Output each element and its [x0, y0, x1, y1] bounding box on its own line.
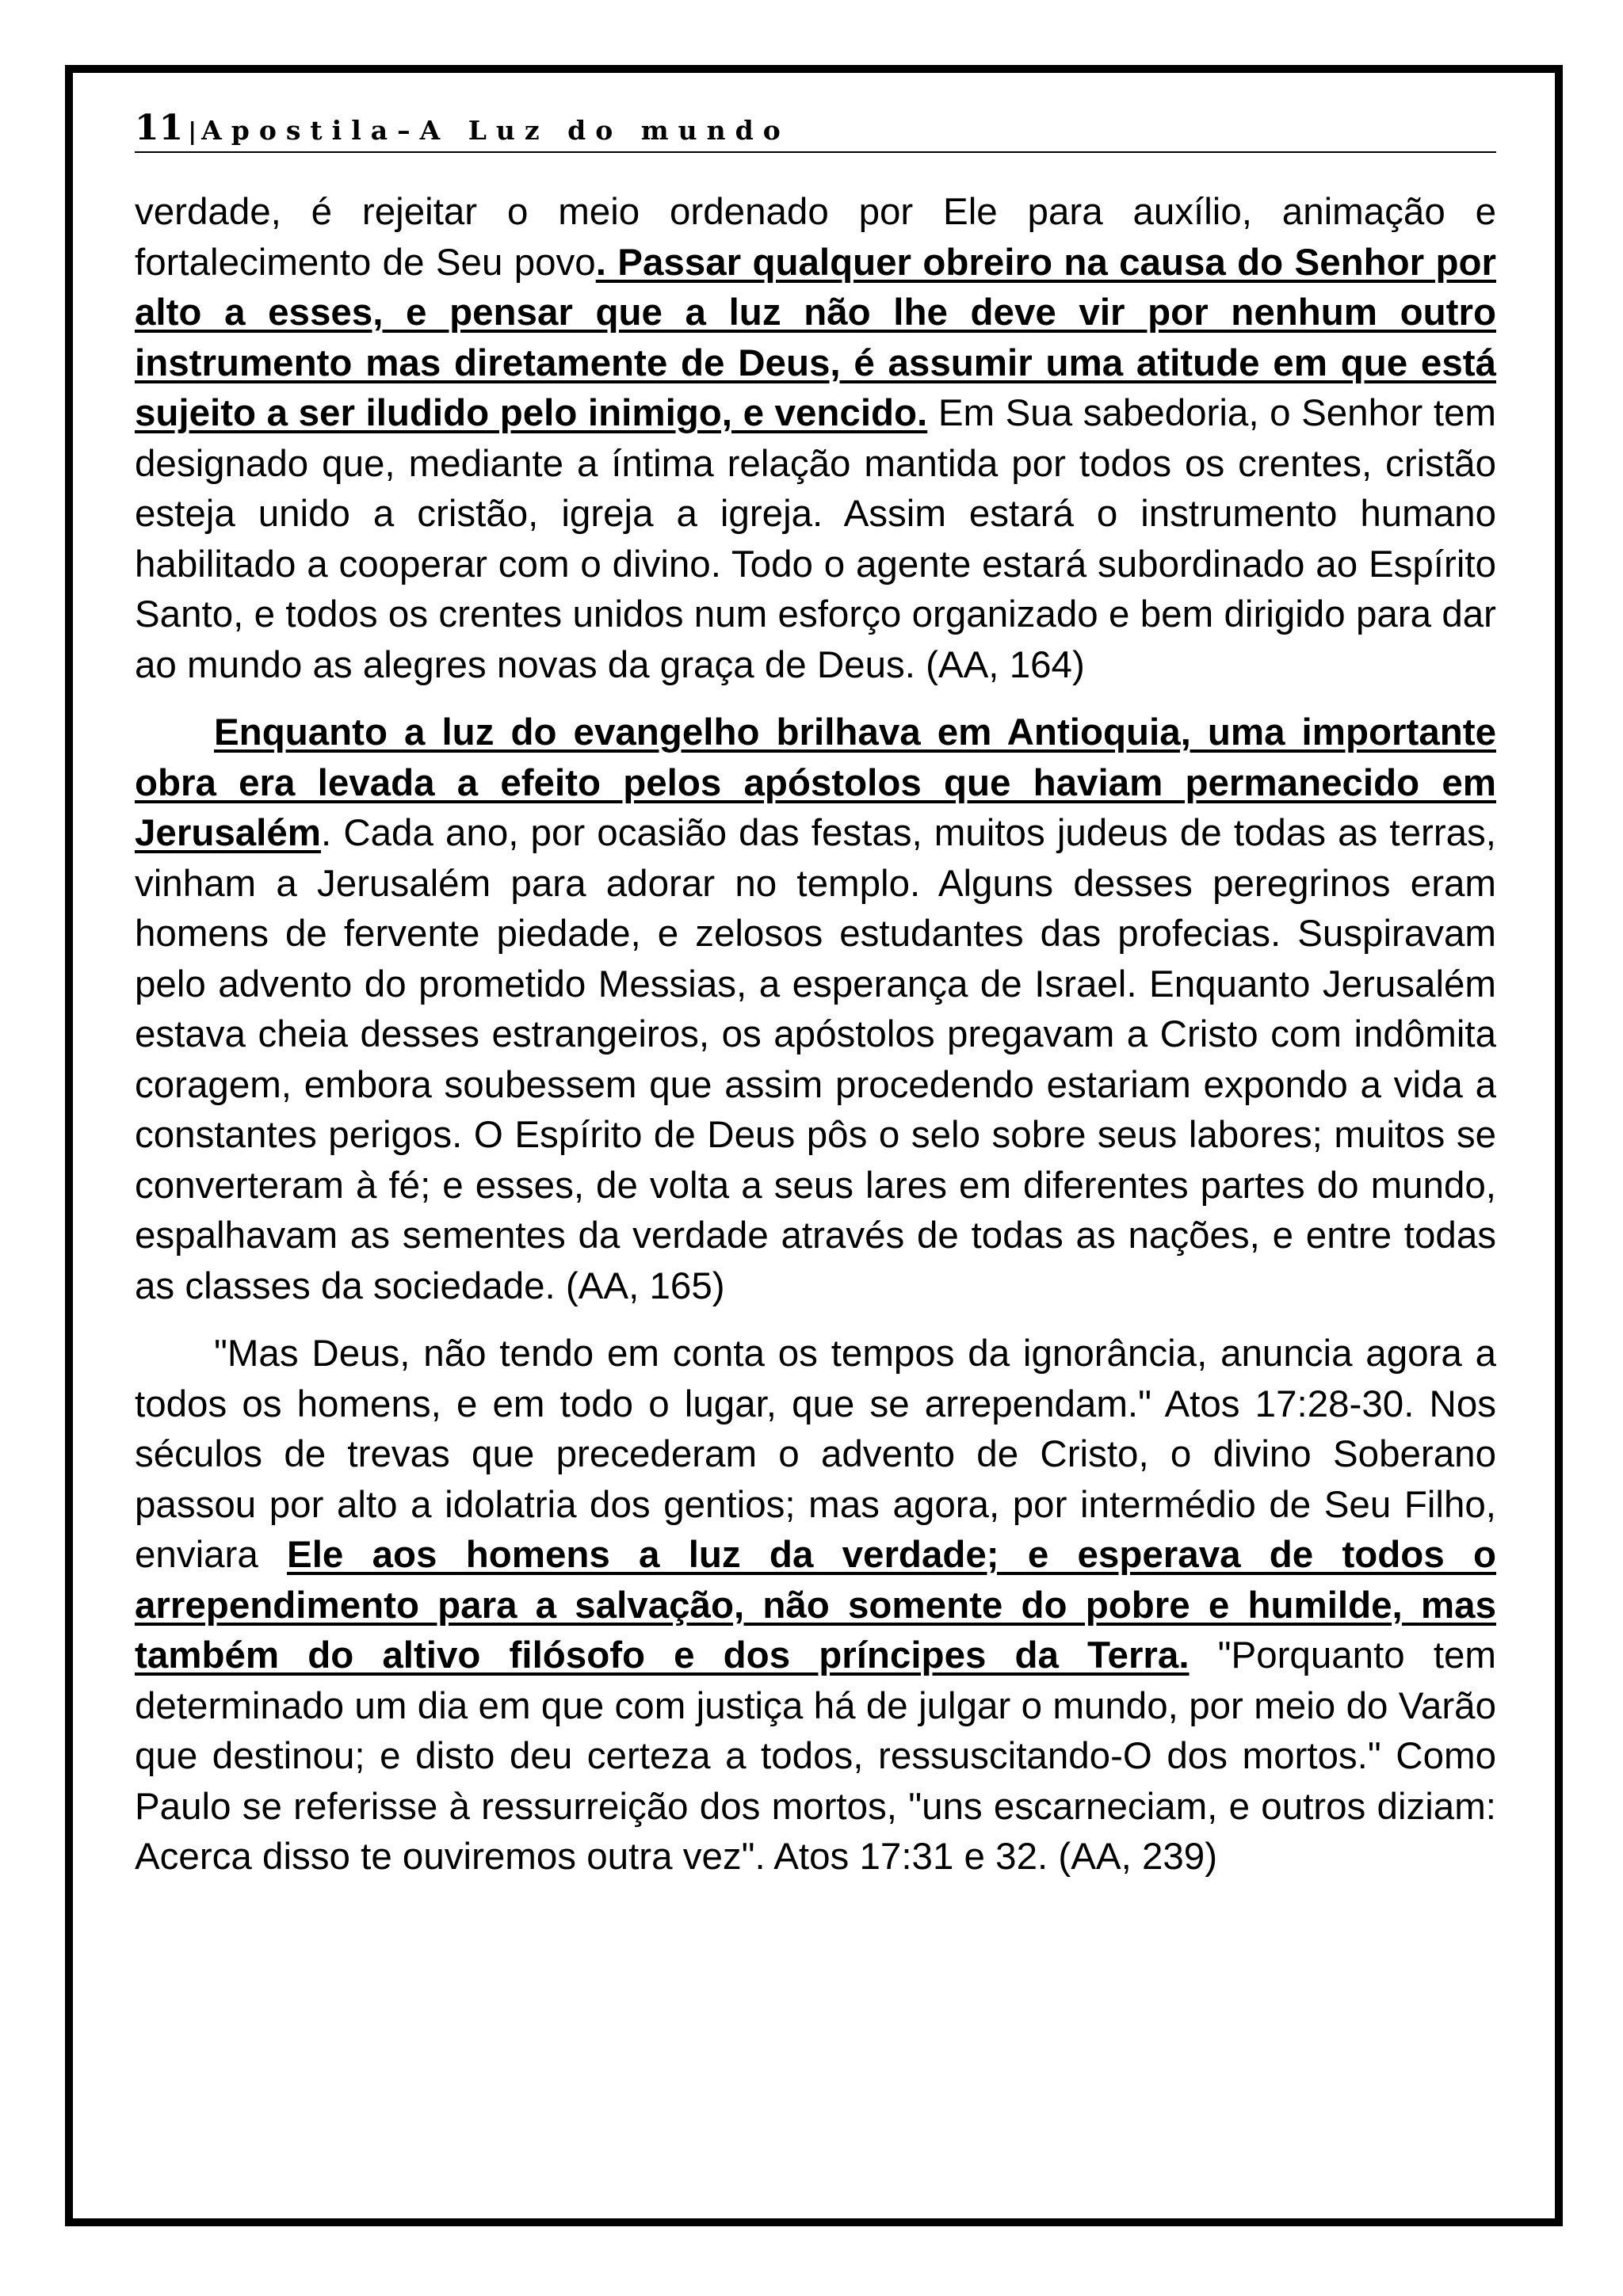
- emphasized-text-run: . Passar qualquer obreiro na causa do Senhor por alto a esses, e pensar que a luz não lhe deve vir por nenhum outro instrumento mas diretamente de Deus, é assumir uma atitude em que está sujeito a ser iludido pelo inimigo, e vencido.: [135, 241, 1497, 434]
- header-separator: |: [188, 118, 197, 146]
- document-body: [135, 187, 1496, 1882]
- text-run: . Cada ano, por ocasião das festas, muitos judeus de todas as terras, vinham a Jerusalém para adorar no templo. Alguns desses peregrinos eram homens de fervente piedade, e zelosos estudantes das profecias. Suspiravam pelo advento do prometido Messias, a esperança de Israel. Enquanto Jerusalém estava cheia desses estrangeiros, os apóstolos pregavam a Cristo com indômita coragem, embora soubessem que assim procedendo estariam expondo a vida a constantes perigos. O Espírito de Deus pôs o selo sobre seus labores; muitos se converteram à fé; e esses, de volta a seus lares em diferentes partes do mundo, espalhavam as sementes da verdade através de todas as nações, e entre todas as classes da sociedade. (AA, 165): [135, 812, 1496, 1307]
- running-title: Apostila–A Luz do mundo: [201, 115, 790, 146]
- paragraph-2: [135, 707, 1496, 1311]
- emphasized-text-run: Ele aos homens a luz da verdade; e esperava de todos o arrependimento para a salvação, não somente do pobre e humilde, mas também do altivo filósofo e dos príncipes da Terra.: [135, 1534, 1496, 1676]
- text-run: "Mas Deus, não tendo em conta os tempos da ignorância, anuncia agora a todos os homens, e em todo o lugar, que se arrependam." Atos 17:28-30. Nos séculos de trevas que precederam o advento de Cristo, o divino Soberano passou por alto a idolatria dos gentios; mas agora, por intermédio de Seu Filho, enviara: [135, 1333, 1496, 1576]
- emphasized-text-run: Enquanto a luz do evangelho brilhava em Antioquia, uma importante obra era levada a efeito pelos apóstolos que haviam permanecido em Jerusalém: [135, 711, 1496, 854]
- text-run: "Porquanto tem determinado um dia em que com justiça há de julgar o mundo, por meio do Varão que destinou; e disto deu certeza a todos, ressuscitando-O dos mortos." Como Paulo se referisse à ressurreição dos mortos, "uns escarneciam, e outros diziam: Acerca disso te ouviremos outra vez". Atos 17:31 e 32. (AA, 239): [135, 1634, 1497, 1878]
- page-header: [135, 108, 1496, 153]
- page-number: 11: [135, 108, 184, 148]
- paragraph-3: [135, 1329, 1496, 1882]
- text-run: verdade, é rejeitar o meio ordenado por Ele para auxílio, animação e fortalecimento de Seu povo: [135, 191, 1496, 284]
- paragraph-1: [135, 187, 1496, 690]
- text-run: Em Sua sabedoria, o Senhor tem designado que, mediante a íntima relação mantida por todos os crentes, cristão esteja unido a cristão, igreja a igreja. Assim estará o instrumento humano habilitado a cooperar com o divino. Todo o agente estará subordinado ao Espírito Santo, e todos os crentes unidos num esforço organizado e bem dirigido para dar ao mundo as alegres novas da graça de Deus. (AA, 164): [135, 392, 1496, 686]
